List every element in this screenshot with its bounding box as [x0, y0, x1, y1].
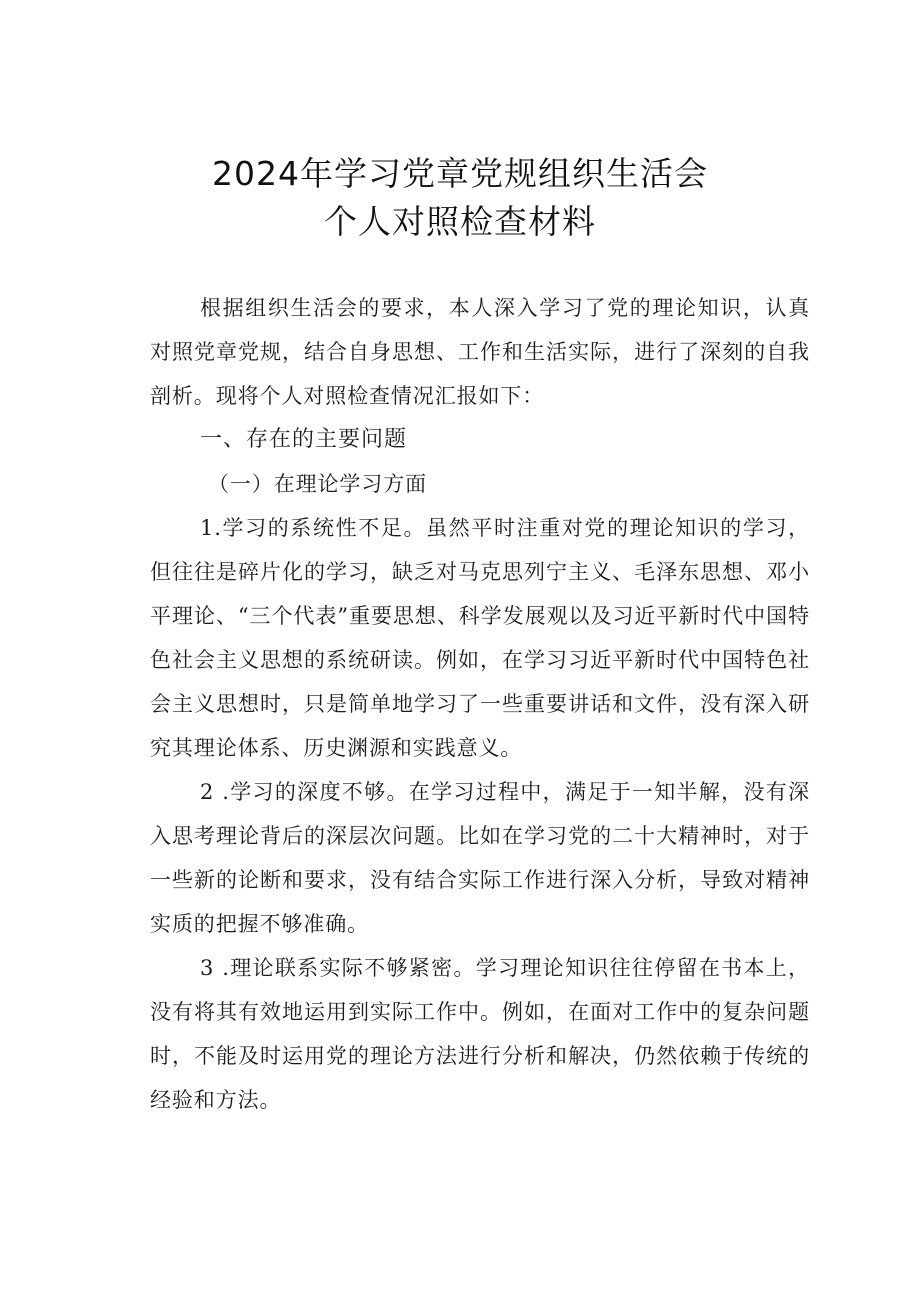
item-paragraph-1: 1.学习的系统性不足。虽然平时注重对党的理论知识的学习，但往往是碎片化的学习，缺乏对马克思列宁主义、毛泽东思想、邓小平理论、“三个代表”重要思想、科学发展观以及习近平新时代中国特色社会主义思想的系统研读。例如，在学习习近平新时代中国特色社会主义思想时，只是简单地学习了一些重要讲话和文件，没有深入研究其理论体系、历史渊源和实践意义。	[150, 516, 810, 760]
item-paragraph-2: 2 .学习的深度不够。在学习过程中，满足于一知半解，没有深入思考理论背后的深层次问题。比如在学习党的二十大精神时，对于一些新的论断和要求，没有结合实际工作进行深入分析，导致对精神实质的把握不够准确。	[150, 780, 810, 936]
item-paragraph-3: 3 .理论联系实际不够紧密。学习理论知识往往停留在书本上，没有将其有效地运用到实际工作中。例如，在面对工作中的复杂问题时，不能及时运用党的理论方法进行分析和解决，仍然依赖于传统的经验和方法。	[150, 956, 810, 1112]
title-line-1: 2024年学习党章党规组织生活会	[212, 154, 708, 193]
document-title	[0, 150, 920, 246]
document-body	[150, 286, 810, 1122]
intro-paragraph: 根据组织生活会的要求，本人深入学习了党的理论知识，认真对照党章党规，结合自身思想、工作和生活实际，进行了深刻的自我剖析。现将个人对照检查情况汇报如下：	[150, 296, 810, 408]
title-line-2: 个人对照检查材料	[324, 202, 596, 241]
subsection-heading: （一）在理论学习方面	[208, 472, 427, 496]
section-heading: 一、存在的主要问题	[200, 427, 408, 452]
